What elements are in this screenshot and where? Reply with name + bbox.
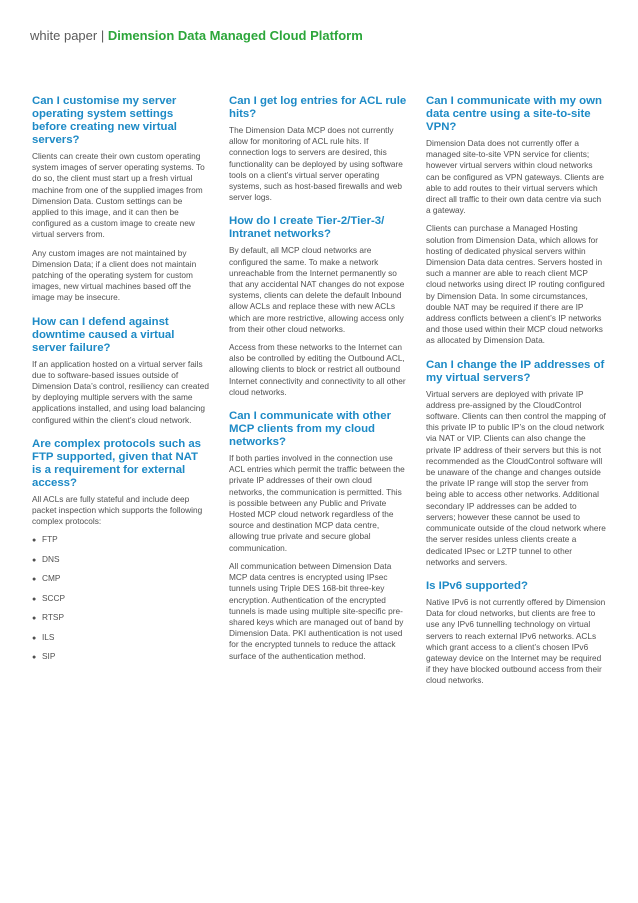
header-separator: | [97, 28, 108, 43]
column-middle [229, 95, 407, 669]
bullet-icon: ● [32, 634, 37, 642]
bullet-icon: ● [32, 654, 37, 662]
list-item-label: CMP [42, 573, 61, 584]
paragraph: The Dimension Data MCP does not currently allow for monitoring of ACL rule hits. If connection logs to servers are desired, this functionality can be deployed by using software tools on a client’s virtual server operating systems, such as host-based firewalls and web server logs. [229, 125, 403, 203]
column-right [426, 95, 606, 694]
paragraph: Dimension Data does not currently offer a managed site-to-site VPN service for clients; however virtual servers within cloud networks can be configured as VPN gateways. Clients are able to add routes to their virtual servers which direct all traffic to their own data centre via such a gateway. [426, 138, 605, 216]
section-heading: How can I defend against downtime caused a virtual server failure? [32, 315, 175, 354]
section-heading: Can I customise my server operating system settings before creating new virtual servers? [32, 95, 177, 146]
bullet-icon: ● [32, 595, 37, 603]
list-item [32, 651, 210, 663]
paragraph: If both parties involved in the connection use ACL entries which permit the traffic between the private IP addresses of their own cloud networks, the communication is permitted. This is possible between any Public and Private Hosted MCP cloud network regardless of the source and destination MCP data centre, allowing true private and secure global communication. [229, 453, 405, 553]
bullet-icon: ● [32, 556, 37, 564]
list-item-label: SIP [42, 651, 56, 662]
section-heading: Can I change the IP addresses of my virtual servers? [426, 358, 605, 384]
paragraph: All ACLs are fully stateful and include deep packet inspection which supports the following complex protocols: [32, 493, 203, 527]
paragraph: By default, all MCP cloud networks are configured the same. To make a network unreachable from the Internet permanently so that any accidental NAT changes do not expose systems, clients can delete the default Inbound allow ACLs and replace these with new ACLs which are more restrictive, allowing access only from their other cloud networks. [229, 245, 405, 334]
document-header [30, 28, 363, 44]
paragraph: Virtual servers are deployed with private IP address pre-assigned by the CloudControl software. Clients can then control the mapping of this private IP to public IP’s on the cloud network via NAT or VIP. Clients can also change the private IP address of their servers but this is not recommended as the CloudControl software will be unaware of the change and changes outside the private IP range will stop the server from being able to access other networks. Additional secondary IP addresses can be added to servers; however these cannot be used to communicate outside of the cloud network where the server resides unless clients create a dedicated IPsec or L2TP tunnel to other networks and servers. [426, 388, 606, 567]
section-heading: Is IPv6 supported? [426, 579, 528, 592]
list-item [32, 573, 210, 585]
list-item-label: ILS [42, 631, 55, 642]
section-heading: How do I create Tier-2/Tier-3/ Intranet networks? [229, 215, 385, 241]
paragraph: Clients can purchase a Managed Hosting solution from Dimension Data, which allows for hosting of dedicated physical servers within Dimension Data data centres. Servers hosted in such a manner are able to reach client MCP cloud networks using direct IP routing configured by Dimension Data. In some circumstances, double NAT may be required if there are IP address conflicts between a client’s IP networks and those used within their MCP cloud networks as allocated by Dimension Data. [426, 223, 605, 346]
section-heading: Can I communicate with my own data centre using a site-to-site VPN? [426, 95, 602, 133]
bullet-icon: ● [32, 615, 37, 623]
list-item [32, 632, 210, 644]
paragraph: Any custom images are not maintained by Dimension Data; if a client does not maintain patching of the operating system for custom images, new virtual machines based off the image may be insecure. [32, 247, 197, 303]
section-heading: Can I get log entries for ACL rule hits? [229, 95, 407, 120]
list-item-label: RTSP [42, 612, 64, 623]
list-item [32, 612, 210, 624]
protocol-list [32, 534, 210, 663]
paragraph: If an application hosted on a virtual server fails due to software-based issues outside of Dimension Data’s control, resiliency can created by deploying multiple servers with the same applications installed, and using load balancing configured within the client’s cloud network. [32, 358, 209, 425]
list-item-label: SCCP [42, 592, 66, 603]
paragraph: Access from these networks to the Internet can also be controlled by editing the Outbound ACL, allowing clients to block or restrict all outbound Internet connectivity and connectivity to all other cloud networks. [229, 342, 406, 397]
paragraph: Clients can create their own custom operating system images of server operating systems. To do so, the client must start up a fresh virtual machine from one of the supplied images from Dimension Data. Custom settings can be applied to this image, and it can then be configured as a custom image to create new virtual servers from. [32, 151, 205, 240]
section-heading: Can I communicate with other MCP clients from my cloud networks? [229, 410, 392, 449]
column-left [32, 95, 210, 671]
paragraph: All communication between Dimension Data MCP data centres is encrypted using IPsec tunnels using Triple DES 168-bit three-key encryption. Authentication of the encrypted tunnels is made using multiple site-specific pre-shared keys which are managed out of band by Dimension Data. PKI authentication is not used for the encrypted tunnels to reduce the attack surface of the authentication method. [229, 560, 404, 661]
list-item-label: DNS [42, 553, 60, 564]
section-heading: Are complex protocols such as FTP supported, given that NAT is a requirement for external access? [32, 437, 202, 489]
list-item [32, 593, 210, 605]
list-item [32, 554, 210, 566]
header-title: Dimension Data Managed Cloud Platform [107, 28, 363, 43]
paragraph: Native IPv6 is not currently offered by Dimension Data for cloud networks, but clients are free to use any IPv6 tunnelling technology on virtual servers to reach external IPv6 networks. ACLs which grant access to a client’s chosen IPv6 gateway device on the Internet may be required if they have blocked outbound access from their cloud networks. [426, 596, 606, 686]
list-item-label: FTP [42, 534, 58, 545]
bullet-icon: ● [32, 537, 37, 545]
header-doc-type: white paper [30, 28, 98, 43]
list-item [32, 534, 210, 546]
bullet-icon: ● [32, 576, 37, 584]
